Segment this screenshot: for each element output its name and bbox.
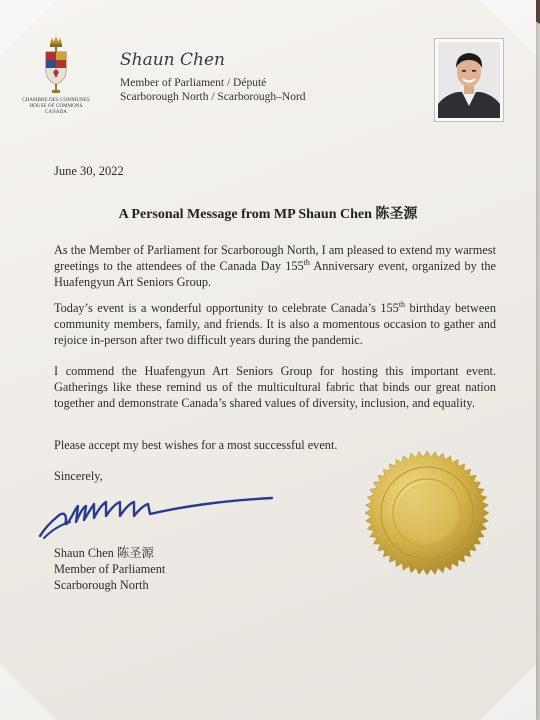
header-signature-name: Shaun Chen <box>120 50 225 70</box>
portrait-photo-icon <box>438 42 500 118</box>
letter-heading: A Personal Message from MP Shaun Chen 陈圣源 <box>118 207 418 222</box>
gold-seal-icon <box>362 448 492 578</box>
mp-portrait <box>434 38 504 122</box>
ordinal-suffix: th <box>303 257 310 267</box>
signatory-role: Member of Parliament <box>54 562 166 576</box>
coat-of-arms-icon <box>39 34 73 98</box>
ordinal-suffix: th <box>398 299 406 309</box>
corner-sleeve <box>0 664 56 720</box>
crest-text-country: CANADA <box>45 110 67 115</box>
paragraph-text: Anniversary event, organized by the Huafengyun Art Seniors Group. <box>54 259 496 289</box>
signatory-riding: Scarborough North <box>54 578 149 592</box>
paragraph-text: Today’s event is a wonderful opportunity to celebrate Canada’s 155 <box>54 301 399 315</box>
header-title: Member of Parliament / Député <box>120 77 267 89</box>
paragraph-wishes: Please accept my best wishes for a most successful event. <box>54 438 338 452</box>
crest-text-en: HOUSE OF COMMONS <box>29 104 83 109</box>
paragraph-text: As the Member of Parliament for Scarborough North, I am pleased to extend my warmest greetings to the attendees of the Canada Day 155 <box>54 243 496 273</box>
paragraph-greeting <box>54 242 496 290</box>
header-riding: Scarborough North / Scarborough–Nord <box>120 91 306 103</box>
paragraph-commendation: I commend the Huafengyun Art Seniors Group for hosting this important event. Gatherings like these remind us of the multicultural fabric that binds our great nation together and demonstrate Canada’s shared values of diversity, inclusion, and equality. <box>54 364 496 410</box>
house-of-commons-crest <box>22 34 90 116</box>
paragraph-celebration <box>54 300 496 348</box>
corner-sleeve <box>480 664 536 720</box>
signatory-name: Shaun Chen 陈圣源 <box>54 546 154 560</box>
letter-closing: Sincerely, <box>54 469 103 483</box>
paragraph-text: birthday between community members, family, and friends. It is also a momentous occasion to gather and rejoice in-person after two difficult years during the pandemic. <box>54 301 496 347</box>
letter-date: June 30, 2022 <box>54 164 124 178</box>
handwritten-signature <box>36 486 276 542</box>
crest-text-fr: CHAMBRE DES COMMUNES <box>22 98 90 103</box>
